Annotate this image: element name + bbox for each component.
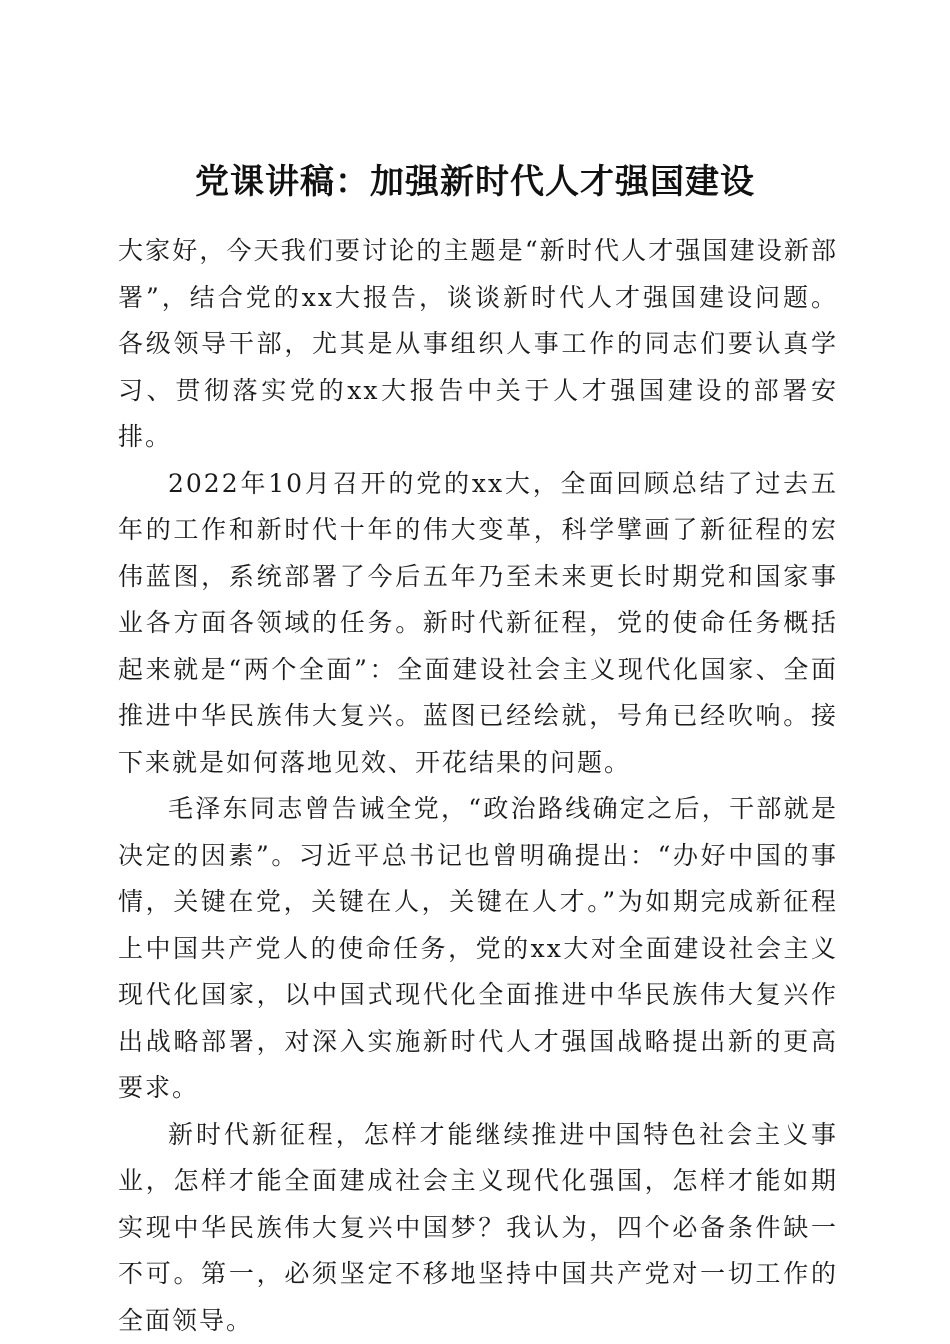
document-title: 党课讲稿：加强新时代人才强国建设 [195, 161, 755, 202]
document-body [118, 228, 838, 1344]
paragraph-conditions: 新时代新征程，怎样才能继续推进中国特色社会主义事业，怎样才能全面建成社会主义现代化强国，怎样才能如期实现中华民族伟大复兴中国梦？我认为，四个必备条件缺一不可。第一，必须坚定不移地坚持中国共产党对一切工作的全面领导。 [118, 1119, 838, 1335]
paragraph-cadres: 毛泽东同志曾告诫全党，“政治路线确定之后，干部就是决定的因素”。习近平总书记也曾明确提出：“办好中国的事情，关键在党，关键在人，关键在人才。”为如期完成新征程上中国共产党人的使命任务，党的xx大对全面建设社会主义现代化国家，以中国式现代化全面推进中华民族伟大复兴作出战略部署，对深入实施新时代人才强国战略提出新的更高要求。 [118, 794, 838, 1102]
paragraph-congress: 2022年10月召开的党的xx大，全面回顾总结了过去五年的工作和新时代十年的伟大变革，科学擘画了新征程的宏伟蓝图，系统部署了今后五年乃至未来更长时期党和国家事业各方面各领域的任务。新时代新征程，党的使命任务概括起来就是“两个全面”：全面建设社会主义现代化国家、全面推进中华民族伟大复兴。蓝图已经绘就，号角已经吹响。接下来就是如何落地见效、开花结果的问题。 [118, 468, 838, 777]
paragraph-intro: 大家好，今天我们要讨论的主题是“新时代人才强国建设新部署”，结合党的xx大报告，谈谈新时代人才强国建设问题。各级领导干部，尤其是从事组织人事工作的同志们要认真学习、贯彻落实党的xx大报告中关于人才强国建设的部署安排。 [118, 236, 838, 451]
